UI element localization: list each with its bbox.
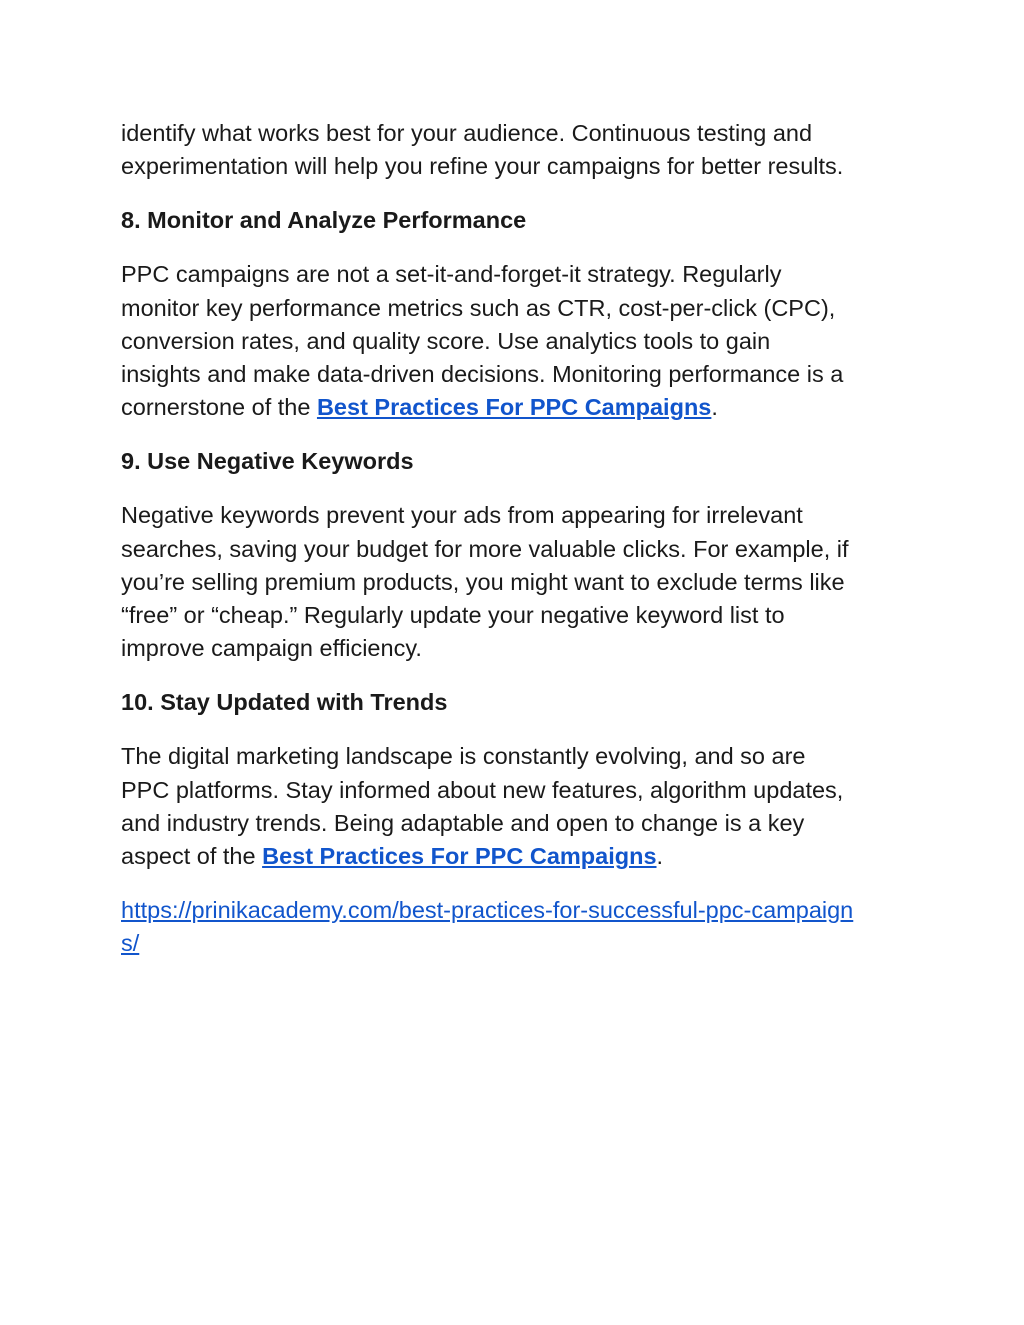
text-suffix: . [711, 394, 718, 421]
section-8-heading: 8. Monitor and Analyze Performance [121, 207, 527, 234]
paragraph-line: The digital marketing landscape is constantly evolving, and so are [121, 743, 806, 770]
section-8-paragraph [121, 258, 911, 424]
text-prefix: aspect of the [121, 843, 263, 870]
paragraph-line: improve campaign efficiency. [121, 635, 422, 662]
text-prefix: cornerstone of the [121, 394, 317, 421]
document-page [121, 117, 911, 961]
source-url-link[interactable] [121, 894, 911, 960]
paragraph-line: PPC platforms. Stay informed about new features, algorithm updates, [121, 776, 844, 803]
url-line: s/ [121, 930, 140, 957]
intro-line: identify what works best for your audience. Continuous testing and [121, 120, 813, 146]
paragraph-line [121, 391, 911, 424]
best-practices-link[interactable]: Best Practices For PPC Campaigns [262, 843, 657, 870]
paragraph-line: PPC campaigns are not a set-it-and-forget-it strategy. Regularly [121, 261, 782, 288]
paragraph-line: “free” or “cheap.” Regularly update your negative keyword list to [121, 602, 785, 629]
best-practices-link[interactable]: Best Practices For PPC Campaigns [316, 394, 712, 421]
paragraph-line: and industry trends. Being adaptable and open to change is a key [121, 809, 805, 836]
text-suffix: . [656, 843, 664, 870]
section-9-heading: 9. Use Negative Keywords [121, 448, 414, 475]
paragraph-line: conversion rates, and quality score. Use analytics tools to gain [121, 327, 771, 354]
paragraph-line: Negative keywords prevent your ads from appearing for irrelevant [121, 502, 803, 529]
url-line: https://prinikacademy.com/best-practices-for-successful-ppc-campaign [121, 897, 854, 924]
intro-paragraph [121, 117, 911, 183]
paragraph-line: you’re selling premium products, you might want to exclude terms like [121, 568, 845, 595]
paragraph-line: searches, saving your budget for more valuable clicks. For example, if [121, 535, 849, 562]
section-10-paragraph [121, 740, 911, 873]
source-url-paragraph [121, 894, 911, 960]
intro-line: experimentation will help you refine your campaigns for better results. [121, 153, 844, 180]
paragraph-line [121, 840, 911, 873]
section-10-heading: 10. Stay Updated with Trends [121, 689, 448, 716]
section-9-paragraph [121, 499, 911, 665]
paragraph-line: monitor key performance metrics such as CTR, cost-per-click (CPC), [121, 294, 836, 321]
paragraph-line: insights and make data-driven decisions. Monitoring performance is a [121, 361, 844, 388]
